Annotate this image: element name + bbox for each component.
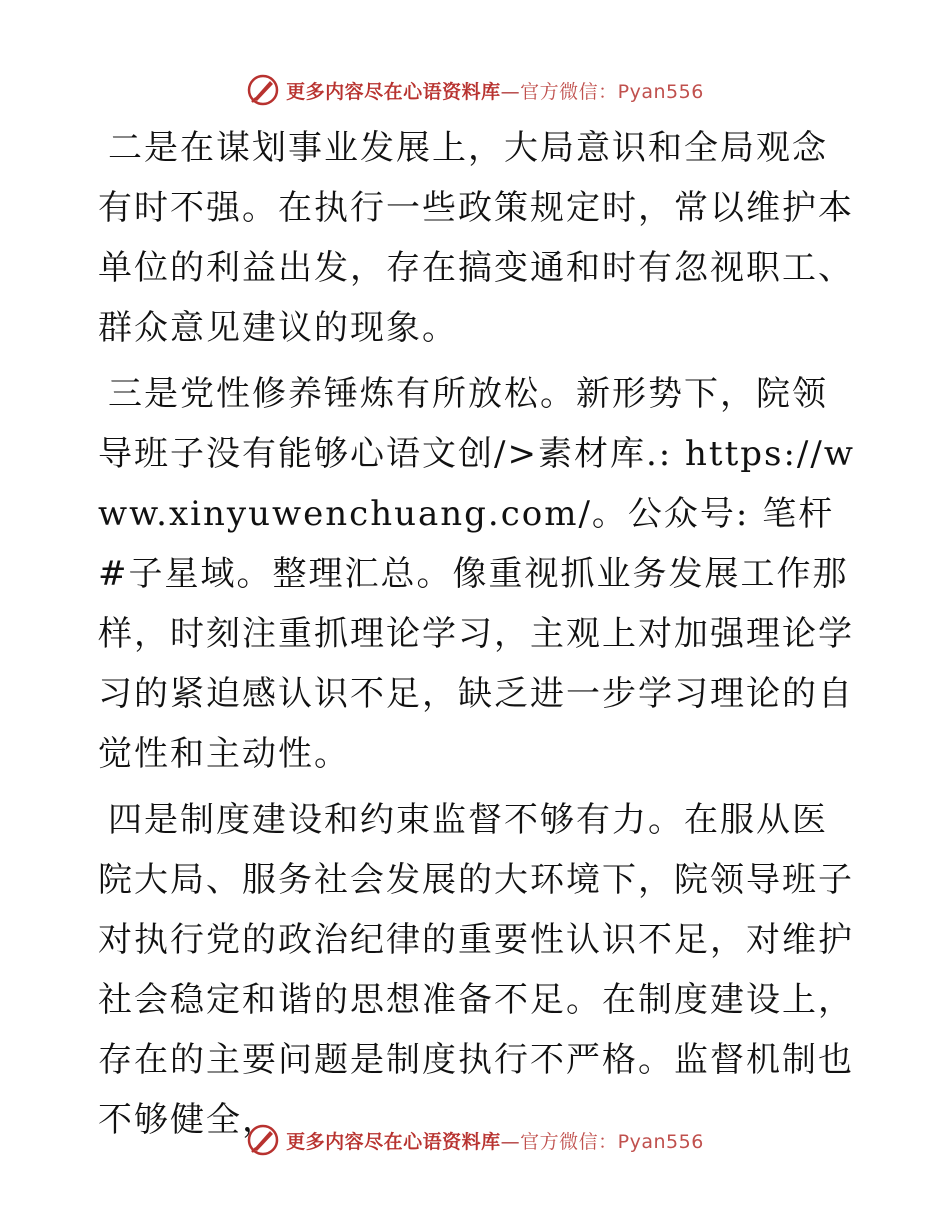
paragraph-2: 二是在谋划事业发展上，大局意识和全局观念有时不强。在执行一些政策规定时，常以维护本单位的利益出发，存在搞变通和时有忽视职工、群众意见建议的现象。 bbox=[98, 128, 854, 348]
header-banner-main: 更多内容尽在心语资料库 bbox=[286, 80, 501, 103]
header-banner-text bbox=[286, 77, 704, 104]
footer-banner-dash: — bbox=[500, 1130, 521, 1153]
paragraph-4: 四是制度建设和约束监督不够有力。在服从医院大局、服务社会发展的大环境下，院领导班子对执行党的政治纪律的重要性认识不足，对维护社会稳定和谐的思想准备不足。在制度建设上，存在的主要问题是制度执行不严格。监督机制也不够健全， bbox=[98, 800, 854, 1140]
header-banner-dash: — bbox=[500, 80, 521, 103]
feather-pen-logo-icon bbox=[246, 1123, 280, 1157]
footer-banner-text bbox=[286, 1127, 704, 1154]
header-banner bbox=[0, 70, 950, 110]
feather-pen-logo-icon bbox=[246, 73, 280, 107]
footer-banner-wechat: 官方微信：Pyan556 bbox=[520, 1130, 704, 1153]
header-banner-wechat: 官方微信：Pyan556 bbox=[520, 80, 704, 103]
footer-banner bbox=[0, 1120, 950, 1160]
paragraph-3: 三是党性修养锤炼有所放松。新形势下，院领导班子没有能够心语文创/>素材库.: https://www.xinyuwenchuang.com/。公众号: 笔杆#子星域。整理汇总。像重视抓业务发展工作那样，时刻注重抓理论学习，主观上对加强理论学习的紧迫感认识不足，缺乏进一步学习理论的自觉性和主动性。 bbox=[98, 374, 855, 774]
document-body bbox=[98, 118, 858, 1156]
footer-banner-main: 更多内容尽在心语资料库 bbox=[286, 1130, 501, 1153]
